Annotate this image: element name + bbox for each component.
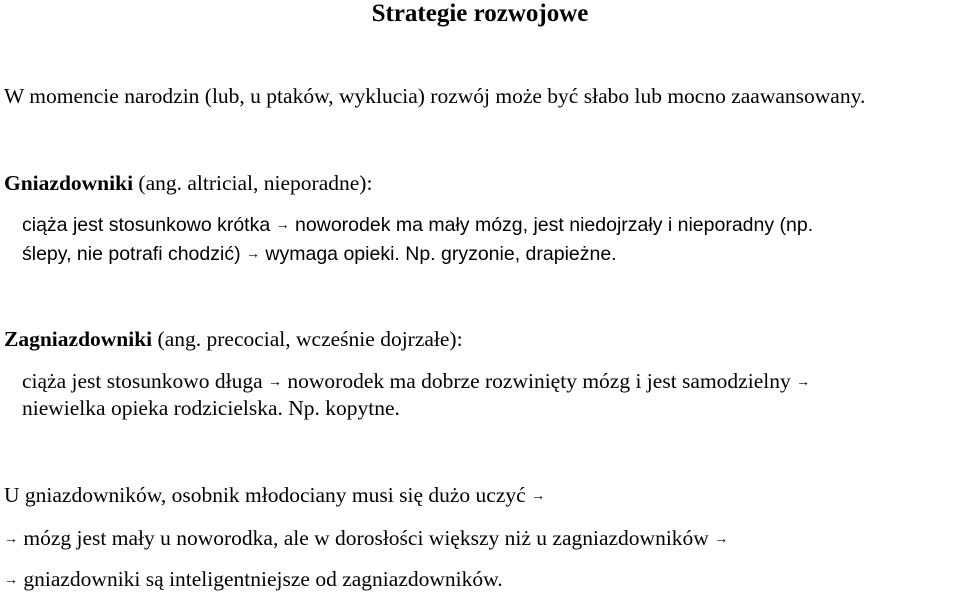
altricial-line-1a: ciąża jest stosunkowo krótka [22, 214, 276, 236]
altricial-line-1b: noworodek ma mały mózg, jest niedojrzały i nieporadny (np. [289, 214, 814, 236]
conclusion-line-3-text: gniazdowniki są inteligentniejsze od zagniazdowników. [18, 567, 503, 591]
arrow-right-icon: → [714, 532, 729, 547]
conclusion-line-2 [4, 525, 728, 553]
precocial-line-1a: ciąża jest stosunkowo długa [22, 369, 269, 393]
arrow-right-icon: → [4, 573, 18, 588]
conclusion-line-1-text: U gniazdowników, osobnik młodociany musi się dużo uczyć [4, 483, 532, 507]
altricial-term: Gniazdowniki [4, 171, 134, 195]
precocial-line-1 [22, 368, 810, 396]
arrow-right-icon: → [275, 216, 290, 232]
altricial-heading [4, 170, 372, 196]
precocial-line-2: niewielka opieka rodzicielska. Np. kopytne. [22, 396, 400, 420]
altricial-line-2a: ślepy, nie potrafi chodzić) [22, 243, 246, 265]
arrow-right-icon: → [4, 532, 18, 547]
conclusion-line-1 [4, 482, 545, 510]
altricial-line-2 [22, 240, 617, 267]
altricial-line-1 [22, 211, 813, 238]
precocial-term: Zagniazdowniki [4, 327, 153, 351]
arrow-right-icon: → [246, 245, 260, 261]
arrow-right-icon: → [268, 375, 283, 390]
arrow-right-icon: → [796, 375, 811, 390]
altricial-definition: (ang. altricial, nieporadne): [133, 171, 373, 195]
page-title: Strategie rozwojowe [371, 0, 589, 27]
conclusion-line-3 [4, 566, 503, 594]
altricial-line-2b: wymaga opieki. Np. gryzonie, drapieżne. [260, 243, 617, 265]
precocial-line-1b: noworodek ma dobrze rozwinięty mózg i jest samodzielny [282, 369, 797, 393]
precocial-definition: (ang. precocial, wcześnie dojrzałe): [152, 327, 463, 351]
precocial-heading [4, 326, 463, 352]
conclusion-line-2-text: mózg jest mały u noworodka, ale w dorosłości większy niż u zagniazdowników [18, 526, 715, 550]
intro-text: W momencie narodzin (lub, u ptaków, wyklucia) rozwój może być słabo lub mocno zaawansowany. [4, 84, 866, 108]
arrow-right-icon: → [531, 489, 546, 504]
